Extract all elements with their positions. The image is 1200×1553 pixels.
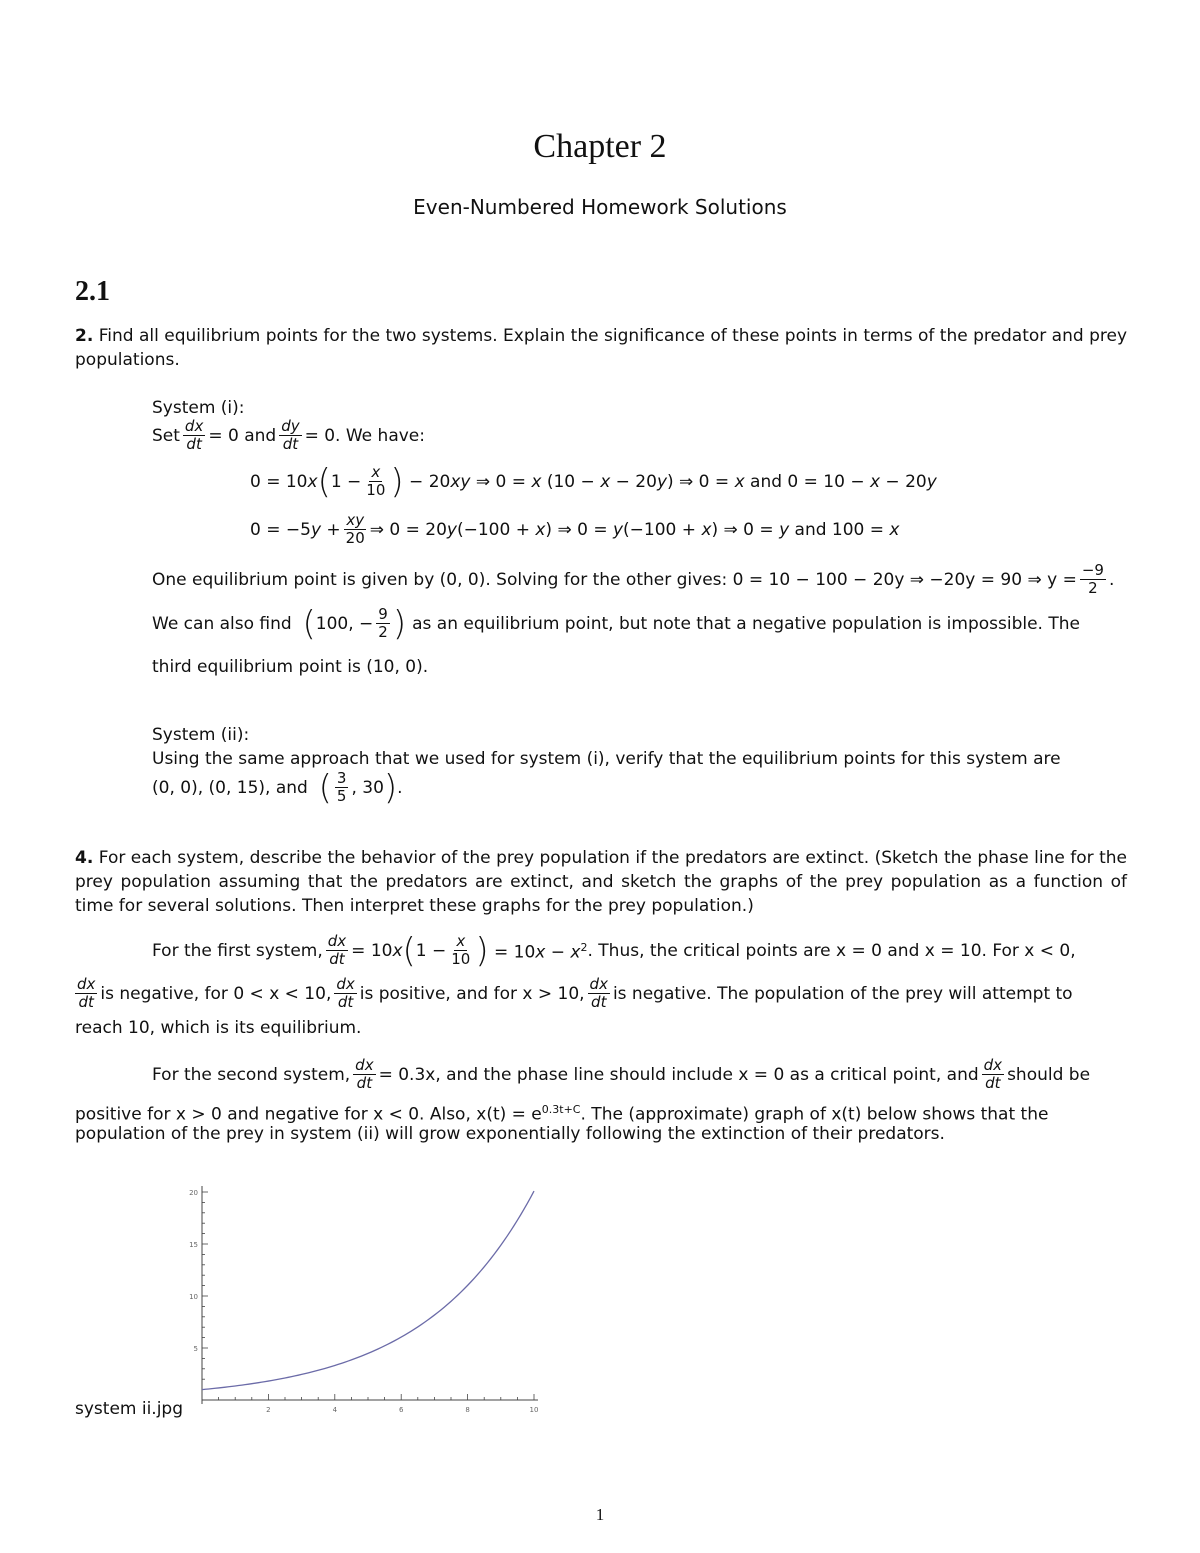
y-tick-label: 20 (189, 1189, 198, 1197)
x-tick-label: 4 (332, 1406, 338, 1414)
set-tail: = 0. We have: (304, 425, 425, 446)
problem-2-prompt (75, 324, 1127, 372)
page-subtitle: Even-Numbered Homework Solutions (413, 195, 787, 219)
equation-1: 0 = 10x ( 1 − $\frac{x}{10}$ ) − 20xy ⇒ 0 = x (10 − x − 20y) ⇒ 0 = x and 0 = 10 − x − 20y (250, 461, 937, 502)
chart-series-line (202, 1191, 534, 1389)
first-system-line-2: $\frac{dx}{dt}$ is negative, for 0 < x < 10, $\frac{dx}{dt}$ is positive, and for x > 10, $\frac{dx}{dt}$ is negative. The population of the prey will attempt to (77, 975, 1073, 1011)
first-system-line-1: For the first system, $\frac{dx}{dt}$ = 10x ( 1 − $\frac{x}{10}$ ) = $10x - x^2$ . Thus, the critical points are x = 0 and x = 10. For x < 0, (152, 930, 1076, 971)
problem-4-text: For each system, describe the behavior of the prey population if the predators are extinct. (Sketch the phase line for the prey population assuming that the predators are extinct, and sketch the graphs of the prey population as a function of time for several solutions. Then interpret these graphs for the prey population.) (75, 848, 1127, 916)
and-word: and (244, 425, 277, 446)
second-system-line-2: positive for x > 0 and negative for x < 0. Also, $x(t) = e^{0.3t+C}$. The (approximate) graph of x(t) below shows that the (75, 1103, 1049, 1125)
x-tick-label: 6 (398, 1406, 404, 1414)
solve-line-3: third equilibrium point is (10, 0). (152, 657, 429, 677)
second-system-line-1: For the second system, $\frac{dx}{dt}$ = 0.3x, and the phase line should include x = 0 as a critical point, and $\frac{dx}{dt}$ should be (152, 1056, 1091, 1092)
problem-4-prompt (75, 846, 1127, 918)
system-2-label: System (ii): (152, 725, 250, 745)
page-title: Chapter 2 (533, 128, 667, 165)
problem-4-number: 4. (75, 848, 94, 868)
chart-ticks (189, 1189, 538, 1414)
y-tick-label: 5 (193, 1345, 198, 1353)
chart-axes (202, 1186, 538, 1404)
section-heading: 2.1 (75, 276, 110, 307)
first-system-line-3: reach 10, which is its equilibrium. (75, 1018, 362, 1038)
dy-dt-fraction: $\frac{dy}{dt}$ (281, 417, 300, 453)
problem-2-text: Find all equilibrium points for the two systems. Explain the significance of these points in terms of the predator and prey populations. (75, 326, 1128, 370)
solve-line-2: We can also find ( 100, − $\frac{9}{2}$ ) as an equilibrium point, but note that a negative population is impossible. The (152, 603, 1080, 644)
x-tick-label: 10 (529, 1406, 539, 1414)
exponential-growth-chart (180, 1180, 550, 1420)
dx-dt-fraction: $\frac{dx}{dt}$ (184, 417, 204, 453)
system-2-text: Using the same approach that we used for system (i), verify that the equilibrium points for this system are (152, 749, 1061, 769)
figure-caption: system ii.jpg (75, 1399, 184, 1419)
set-eq: = 0 (208, 425, 245, 446)
system-2-points: (0, 0), (0, 15), and ( $\frac{3}{5}$ , 30 ) . (152, 767, 403, 808)
system-1-set-line (152, 418, 425, 453)
solve-line-1: One equilibrium point is given by (0, 0). Solving for the other gives: 0 = 10 − 100 − 20y ⇒ −20y = 90 ⇒ y = $\frac{-9}{2}$ . (152, 561, 1115, 597)
y-tick-label: 15 (189, 1241, 198, 1249)
y-tick-label: 10 (189, 1293, 198, 1301)
set-word: Set (152, 425, 180, 446)
neg-nine-halves: $\frac{-9}{2}$ (1081, 561, 1104, 597)
second-system-line-3: population of the prey in system (ii) will grow exponentially following the extinction of their predators. (75, 1124, 945, 1144)
problem-2-number: 2. (75, 326, 94, 346)
x-tick-label: 2 (266, 1406, 271, 1414)
equation-2: 0 = −5y + $\frac{xy}{20}$ ⇒ 0 = 20y(−100 + x) ⇒ 0 = y(−100 + x) ⇒ 0 = y and 100 = x (250, 511, 900, 547)
system-1-label: System (i): (152, 398, 245, 418)
x-tick-label: 8 (465, 1406, 470, 1414)
page-number: 1 (595, 1505, 605, 1524)
